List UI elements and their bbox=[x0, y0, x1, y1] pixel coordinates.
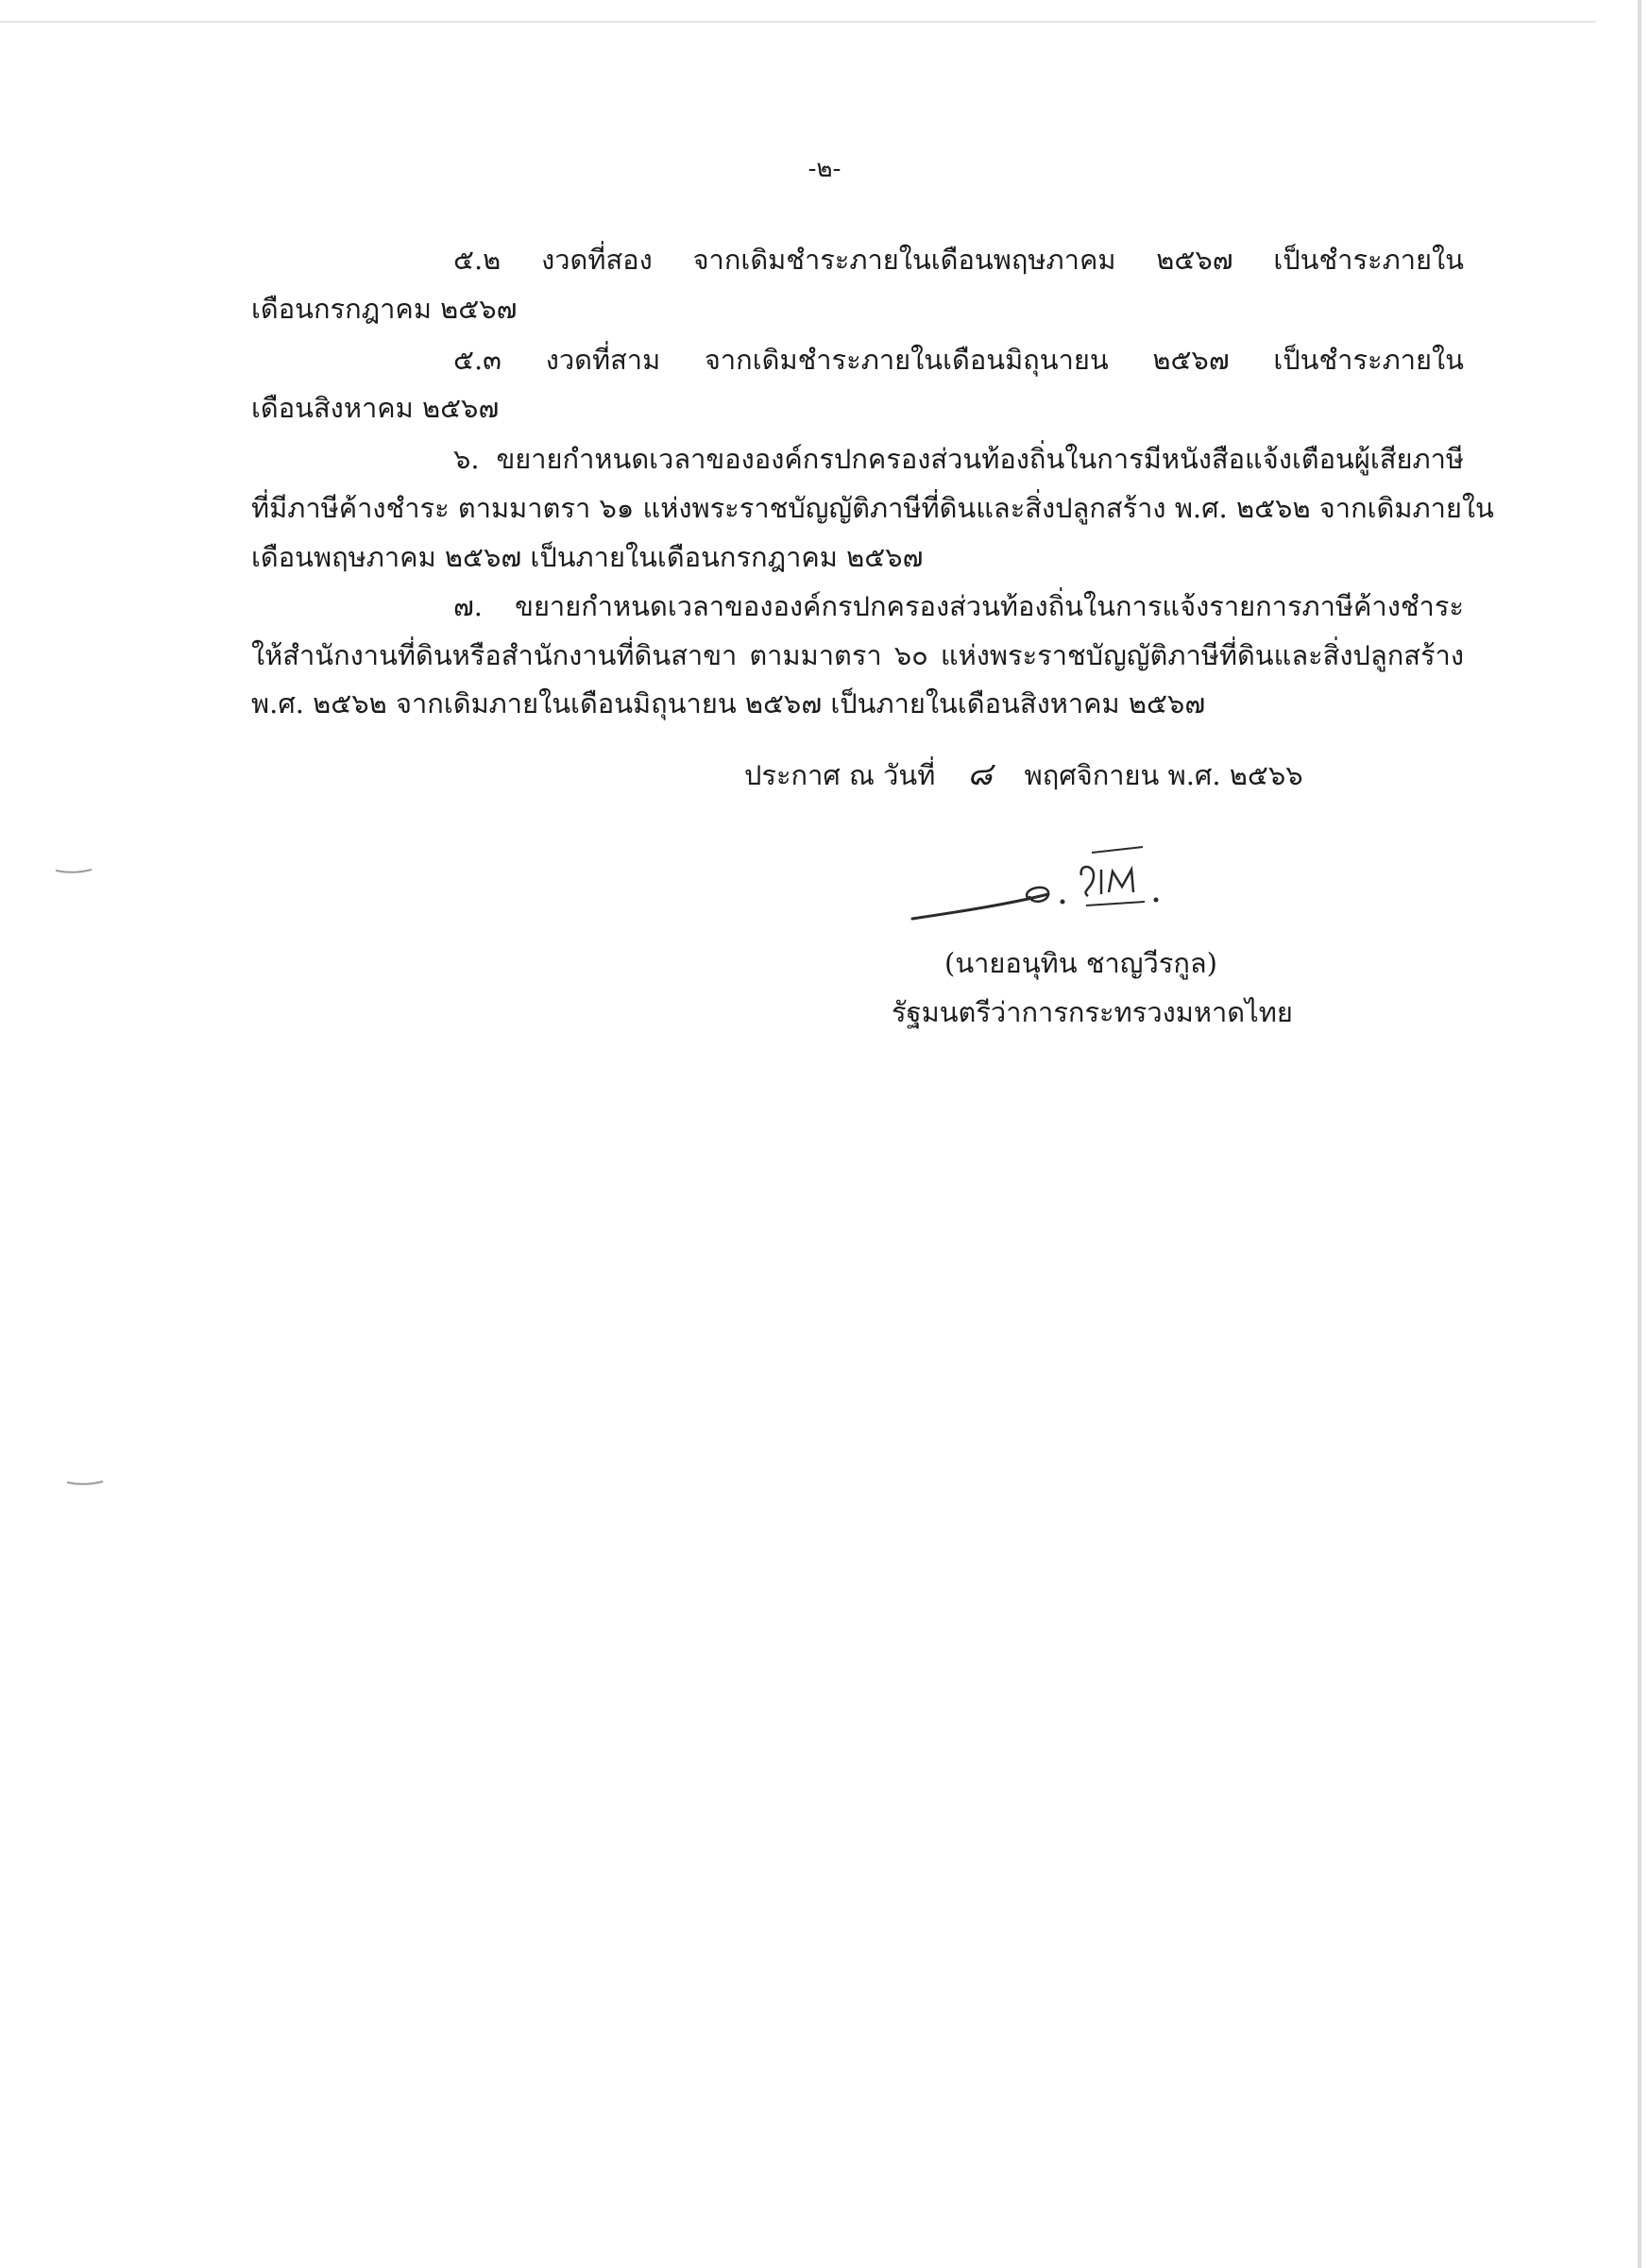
signer-title: รัฐมนตรีว่าการกระทรวงมหาดไทย bbox=[892, 996, 1293, 1028]
paragraph-5-3-line-1: ๕.๓ งวดที่สาม จากเดิมชำระภายในเดือนมิถุนายน ๒๕๖๗ เป็นชำระภายใน bbox=[453, 344, 1464, 376]
page-number: -๒- bbox=[808, 155, 842, 183]
paragraph-6-line-3: เดือนพฤษภาคม ๒๕๖๗ เป็นภายในเดือนกรกฎาคม ๒๕๖๗ bbox=[251, 541, 924, 573]
paragraph-5-3-line-2: เดือนสิงหาคม ๒๕๖๗ bbox=[251, 392, 500, 424]
scan-edge-top bbox=[0, 21, 1596, 23]
paragraph-5-2-line-1: ๕.๒ งวดที่สอง จากเดิมชำระภายในเดือนพฤษภาคม ๒๕๖๗ เป็นชำระภายใน bbox=[453, 244, 1464, 276]
scan-edge-right bbox=[1638, 0, 1641, 2268]
announcement-month-year: พฤศจิกายน พ.ศ. ๒๕๖๖ bbox=[1024, 759, 1303, 791]
paragraph-7-line-1: ๗. ขยายกำหนดเวลาขององค์กรปกครองส่วนท้องถิ่นในการแจ้งรายการภาษีค้างชำระ bbox=[453, 590, 1464, 622]
paragraph-7-line-2: ให้สำนักงานที่ดินหรือสำนักงานที่ดินสาขา ตามมาตรา ๖๐ แห่งพระราชบัญญัติภาษีที่ดินและสิ่งปลูกสร้าง bbox=[251, 639, 1464, 671]
announcement-date bbox=[744, 755, 1303, 794]
announcement-prefix: ประกาศ ณ วันที่ bbox=[744, 759, 936, 791]
paragraph-6-line-1: ๖. ขยายกำหนดเวลาขององค์กรปกครองส่วนท้องถิ่นในการมีหนังสือแจ้งเตือนผู้เสียภาษี bbox=[453, 443, 1464, 475]
paragraph-6-line-2: ที่มีภาษีค้างชำระ ตามมาตรา ๖๑ แห่งพระราชบัญญัติภาษีที่ดินและสิ่งปลูกสร้าง พ.ศ. ๒๕๖๒ จากเดิมภายใน bbox=[251, 492, 1494, 524]
handwritten-signature bbox=[907, 836, 1209, 939]
paragraph-7-line-3: พ.ศ. ๒๕๖๒ จากเดิมภายในเดือนมิถุนายน ๒๕๖๗ เป็นภายในเดือนสิงหาคม ๒๕๖๗ bbox=[251, 687, 1206, 719]
punch-mark-upper bbox=[55, 869, 93, 874]
paragraph-5-2-line-2: เดือนกรกฎาคม ๒๕๖๗ bbox=[251, 293, 518, 325]
announcement-day: ๘ bbox=[967, 755, 993, 793]
signer-name: (นายอนุทิน ชาญวีรกูล) bbox=[944, 947, 1217, 979]
punch-mark-lower bbox=[66, 1481, 104, 1486]
